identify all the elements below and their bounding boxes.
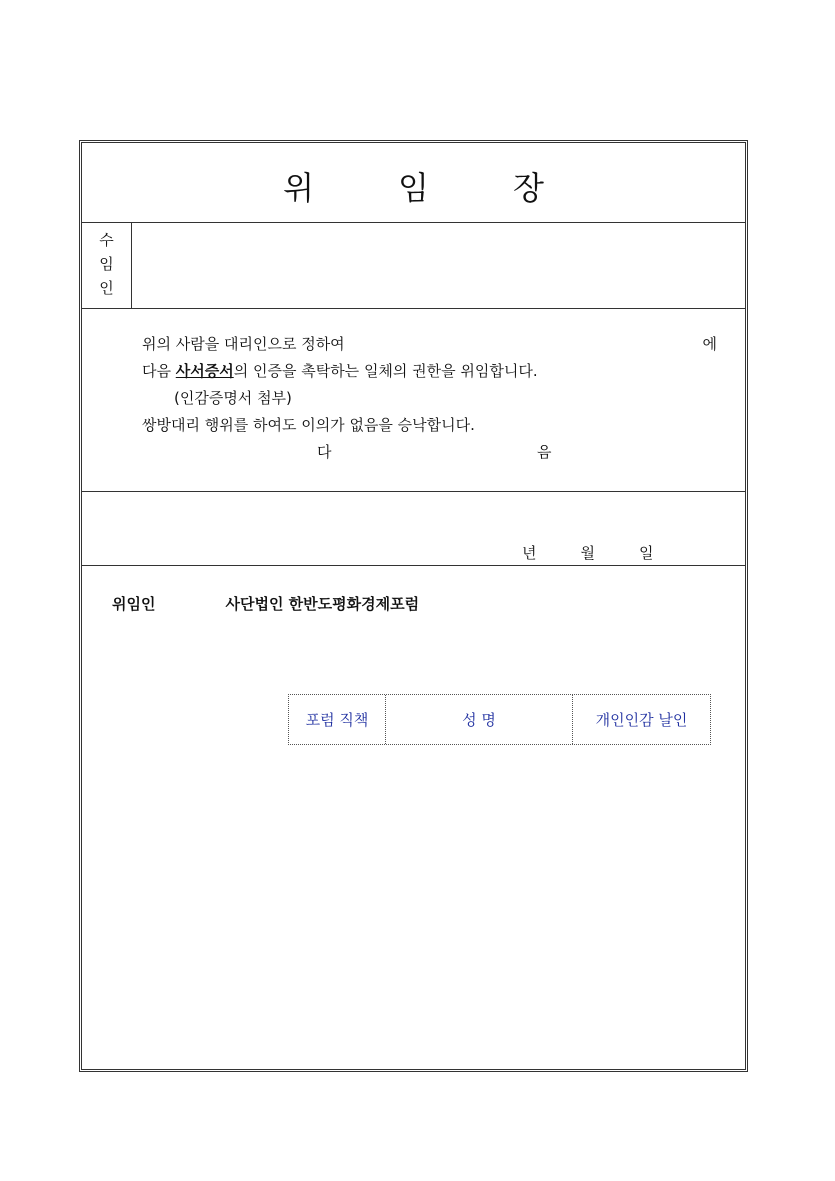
- recipient-label-char-1: 수: [99, 231, 114, 249]
- next-heading-left: 다: [317, 443, 332, 461]
- delegator-label: 위임인: [112, 595, 156, 613]
- document-frame: [79, 140, 748, 1072]
- date-text: [522, 542, 698, 563]
- body-line-1: [142, 331, 717, 358]
- body-line-2-suffix: 의 인증을 촉탁하는 일체의 권한을 위임합니다.: [233, 362, 538, 380]
- delegator-line: [112, 593, 419, 614]
- date-row: [82, 492, 745, 566]
- delegator-org: 사단법인 한반도평화경제포럼: [225, 595, 420, 613]
- body-line-2: [142, 358, 717, 385]
- signature-header-name: 성 명: [385, 695, 572, 744]
- title-char-1: 위: [283, 169, 315, 207]
- signature-header-position: 포럼 직책: [305, 711, 369, 729]
- recipient-label-char-2: 임: [99, 255, 114, 273]
- signature-header-seal: 개인인감 날인: [572, 695, 710, 744]
- body-row: [82, 309, 745, 492]
- date-year: 년: [522, 544, 537, 562]
- title-row: [82, 143, 745, 223]
- body-text: [142, 331, 717, 466]
- date-day: 일: [639, 544, 654, 562]
- recipient-label-char-3: 인: [99, 279, 114, 297]
- date-month: 월: [580, 544, 595, 562]
- next-heading-right: 음: [537, 443, 552, 461]
- signature-table: [288, 694, 711, 745]
- title-char-2: 임: [398, 169, 429, 207]
- recipient-label: [82, 223, 132, 308]
- next-heading: [142, 439, 717, 466]
- body-line-2-prefix: 다음: [142, 362, 176, 380]
- document-title: [82, 163, 745, 209]
- title-char-3: 장: [512, 169, 544, 207]
- body-line-4: 쌍방대리 행위를 하여도 이의가 없음을 승낙합니다.: [142, 416, 475, 434]
- recipient-row: [82, 223, 745, 309]
- body-line-3: (인감증명서 첨부): [174, 389, 292, 407]
- body-line-1-text: 위의 사람을 대리인으로 정하여: [142, 335, 345, 353]
- body-line-1-end: 에: [702, 335, 717, 353]
- body-line-2-emphasis: 사서증서: [175, 362, 234, 380]
